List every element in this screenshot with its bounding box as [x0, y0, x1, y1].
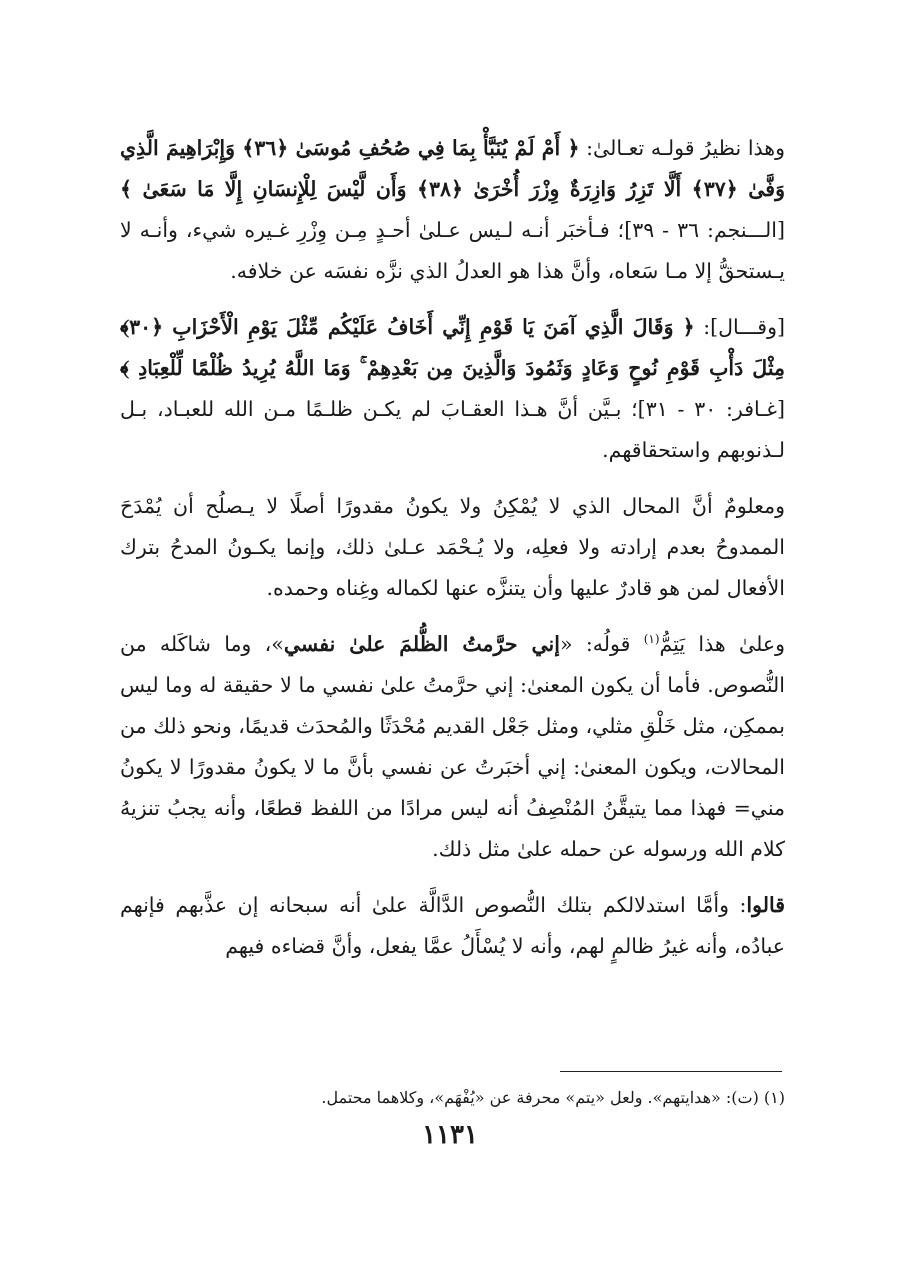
paragraph-2-rest: [غـافر: ٣٠ - ٣١]؛ بـيَّن أنَّ هـذا العقـابَ لم يكـن ظلـمًا مـن الله للعبـاد، بـل لـذنوبهم واستحقاقهم. — [120, 397, 785, 462]
paragraph-4 — [120, 624, 785, 870]
quran-verse-ghafir: ﴿ وَقَالَ الَّذِي آمَنَ يَا قَوْمِ إِنِّي أَخَافُ عَلَيْكُم مِّثْلَ يَوْمِ الْأَحْزَابِ ﴿٣٠﴾ مِثْلَ دَأْبِ قَوْمِ نُوحٍ وَعَادٍ وَثَمُودَ وَالَّذِينَ مِن بَعْدِهِمْ ۚ وَمَا اللَّهُ يُرِيدُ ظُلْمًا لِّلْعِبَادِ ﴾ — [120, 315, 785, 380]
footnote-marker[interactable]: (١) — [643, 632, 660, 647]
paragraph-3-text: ومعلومٌ أنَّ المحال الذي لا يُمْكِنُ ولا يكونُ مقدورًا أصلًا لا يـصلُح أن يُمْدَحَ الممدوحُ بعدم إرادته ولا فعلِه، ولا يُـحْمَد عـلىٰ ذلك، وإنما يكـونُ المدحُ بترك الأفعال لمن هو قادرٌ عليها وأن يتنزَّه عنها لكماله وغِناه وحمده. — [120, 494, 785, 600]
paragraph-5 — [120, 885, 785, 967]
paragraph-2 — [120, 307, 785, 471]
page-body — [120, 128, 785, 982]
hadith-quote: إني حرَّمتُ الظُّلمَ علىٰ نفسي — [283, 632, 560, 656]
paragraph-3 — [120, 486, 785, 609]
paragraph-5-rest: : وأمَّا استدلالكم بتلك النُّصوص الدَّالَّة علىٰ أنه سبحانه إن عذَّبهم فإنهم عبادُه، وأنه غيرُ ظالمٍ لهم، وأنه لا يُسْأَلُ عمَّا يفعل، وأنَّ قضاءه فيهم — [120, 893, 785, 958]
paragraph-2-intro: [وقـــال]: — [694, 315, 785, 339]
paragraph-5-heading: قالوا — [746, 893, 785, 917]
paragraph-4-intro: وعلىٰ هذا يَتِمُّ — [659, 632, 786, 656]
page-number: ١١٣١ — [422, 1120, 478, 1150]
paragraph-1 — [120, 128, 785, 292]
quran-verse-najm: ﴿ أَمْ لَمْ يُنَبَّأْ بِمَا فِي صُحُفِ مُوسَىٰ ﴿٣٦﴾ وَإِبْرَاهِيمَ الَّذِي وَفَّىٰ ﴿٣٧﴾ أَلَّا تَزِرُ وَازِرَةٌ وِزْرَ أُخْرَىٰ ﴿٣٨﴾ وَأَن لَّيْسَ لِلْإِنسَانِ إِلَّا مَا سَعَىٰ ﴾ — [120, 136, 785, 201]
footnote: (١) (ت): «هدايتهم». ولعل «يتم» محرفة عن «يُفْهَم»، وكلاهما محتمل. — [321, 1088, 785, 1107]
footnote-divider — [560, 1071, 782, 1072]
paragraph-1-intro: وهذا نظيرُ قولـه تعـالىٰ: — [579, 136, 785, 160]
paragraph-4-mid: قولُه: « — [559, 632, 644, 656]
paragraph-4-rest: »، وما شاكَله من النُّصوص. فأما أن يكون المعنىٰ: إني حرَّمتُ علىٰ نفسي ما لا حقيقة له وما ليس بممكِن، مثل خَلْقِ مثلي، ومثل جَعْل القديم مُحْدَثًا والمُحدَث قديمًا، ونحو ذلك من المحالات، ويكون المعنىٰ: إني أخبَرتُ عن نفسي بأنَّ ما لا يكونُ مقدورًا لا يكونُ مني= فهذا مما يتيقَّنُ المُنْصِفُ أنه ليس مرادًا من اللفظ قطعًا، وأنه يجبُ تنزيهُ كلام الله ورسوله عن حمله علىٰ مثل ذلك. — [120, 632, 785, 861]
paragraph-1-rest: [الـــنجم: ٣٦ - ٣٩]؛ فـأخبَر أنـه لـيس عـلىٰ أحـدٍ مِـن وِزْرِ غـيره شيء، وأنـه لا يـستحقُّ إلا مـا سَعاه، وأنَّ هذا هو العدلُ الذي نزَّه نفسَه عن خلافه. — [120, 218, 785, 283]
